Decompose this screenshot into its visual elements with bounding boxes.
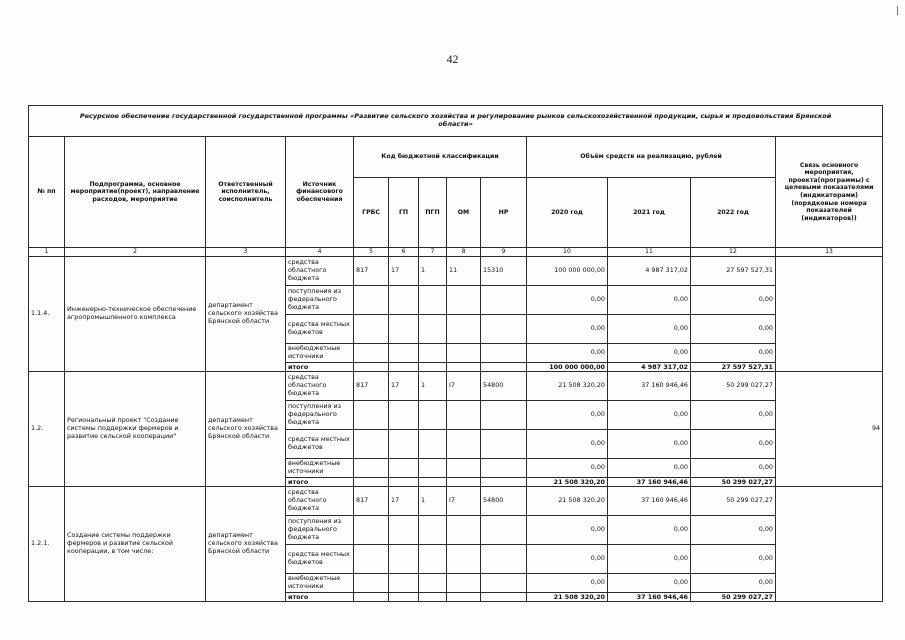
column-number: 10	[527, 248, 608, 257]
code-om	[447, 478, 481, 487]
column-number: 13	[776, 248, 883, 257]
amount-2021: 0,00	[608, 516, 691, 545]
funding-source: внебюджетные источники	[286, 344, 354, 363]
code-om	[447, 286, 481, 315]
amount-2021: 0,00	[608, 545, 691, 574]
code-grbs	[354, 574, 389, 593]
amount-2022: 0,00	[691, 545, 776, 574]
header-program: Подпрограмма, основное мероприятие(проект), направление расходов, мероприятие	[65, 137, 206, 248]
section-number: 1.2.	[29, 372, 65, 487]
funding-source: средства местных бюджетов	[286, 430, 354, 459]
column-number-row	[29, 248, 883, 257]
header-budget-code-group: Код бюджетной классификации	[354, 137, 527, 178]
code-grbs	[354, 478, 389, 487]
code-om: I7	[447, 372, 481, 401]
column-number: 1	[29, 248, 65, 257]
section-responsible: департамент сельского хозяйства Брянской области	[206, 257, 286, 372]
funding-source: итого	[286, 478, 354, 487]
amount-2022: 0,00	[691, 459, 776, 478]
amount-2020: 0,00	[527, 344, 608, 363]
amount-2020: 21 508 320,20	[527, 593, 608, 602]
code-nr	[481, 516, 527, 545]
header-volume-group: Объём средств на реализацию, рублей	[527, 137, 776, 178]
code-nr	[481, 430, 527, 459]
amount-2020: 100 000 000,00	[527, 363, 608, 372]
code-om	[447, 459, 481, 478]
amount-2022: 50 299 027,27	[691, 593, 776, 602]
funding-source: итого	[286, 593, 354, 602]
amount-2021: 37 160 946,46	[608, 487, 691, 516]
amount-2022: 27 597 527,31	[691, 257, 776, 286]
section-name: Региональный проект "Создание системы поддержки фермеров и развитие сельской кооперации"	[65, 372, 206, 487]
amount-2021: 0,00	[608, 401, 691, 430]
header-pgp: ПГП	[419, 178, 447, 248]
code-om: I7	[447, 487, 481, 516]
code-gp	[389, 344, 419, 363]
column-number: 11	[608, 248, 691, 257]
column-number: 4	[286, 248, 354, 257]
code-nr	[481, 344, 527, 363]
amount-2022: 0,00	[691, 401, 776, 430]
amount-2020: 100 000 000,00	[527, 257, 608, 286]
code-om	[447, 315, 481, 344]
column-number: 12	[691, 248, 776, 257]
code-grbs	[354, 344, 389, 363]
code-grbs: 817	[354, 257, 389, 286]
header-link: Связь основного мероприятия, проекта(программы) с целевыми показателями (индикаторами) (порядковые номера показателей (индикаторов))	[776, 137, 883, 248]
indicator-link: 94	[776, 372, 883, 487]
code-grbs	[354, 401, 389, 430]
column-number: 5	[354, 248, 389, 257]
code-nr	[481, 401, 527, 430]
column-number: 6	[389, 248, 419, 257]
column-number: 9	[481, 248, 527, 257]
amount-2020: 0,00	[527, 430, 608, 459]
code-gp	[389, 286, 419, 315]
code-pgp: 1	[419, 372, 447, 401]
header-2022: 2022 год	[691, 178, 776, 248]
code-grbs	[354, 430, 389, 459]
section-number: 1.1.4.	[29, 257, 65, 372]
table-row	[29, 487, 883, 516]
code-gp: 17	[389, 257, 419, 286]
funding-source: итого	[286, 363, 354, 372]
code-grbs	[354, 315, 389, 344]
amount-2022: 0,00	[691, 574, 776, 593]
code-pgp	[419, 593, 447, 602]
code-om: 11	[447, 257, 481, 286]
code-pgp	[419, 516, 447, 545]
funding-source: средства местных бюджетов	[286, 545, 354, 574]
section-responsible: департамент сельского хозяйства Брянской области	[206, 372, 286, 487]
amount-2020: 21 508 320,20	[527, 478, 608, 487]
code-om	[447, 363, 481, 372]
code-grbs: 817	[354, 372, 389, 401]
amount-2020: 21 508 320,20	[527, 487, 608, 516]
code-om	[447, 401, 481, 430]
code-pgp	[419, 315, 447, 344]
funding-source: средства областного бюджета	[286, 487, 354, 516]
code-pgp	[419, 286, 447, 315]
code-grbs	[354, 286, 389, 315]
table-row	[29, 257, 883, 286]
header-2020: 2020 год	[527, 178, 608, 248]
code-grbs	[354, 545, 389, 574]
amount-2020: 0,00	[527, 401, 608, 430]
section-responsible: департамент сельского хозяйства Брянской области	[206, 487, 286, 602]
code-pgp	[419, 545, 447, 574]
table-title: Ресурсное обеспечение государственной государственной программы «Развитие сельского хозяйства и регулирование рынков сельскохозяйственной продукции, сырья и продовольствия Брянской области»	[29, 106, 883, 137]
amount-2022: 50 299 027,27	[691, 487, 776, 516]
code-pgp	[419, 574, 447, 593]
header-grbs: ГРБС	[354, 178, 389, 248]
amount-2020: 0,00	[527, 545, 608, 574]
resource-table	[28, 105, 883, 602]
header-nr: НР	[481, 178, 527, 248]
code-gp	[389, 315, 419, 344]
amount-2021: 0,00	[608, 459, 691, 478]
amount-2020: 21 508 320,20	[527, 372, 608, 401]
amount-2022: 0,00	[691, 315, 776, 344]
code-nr	[481, 574, 527, 593]
header-num: № пп	[29, 137, 65, 248]
indicator-link	[776, 257, 883, 372]
code-gp	[389, 593, 419, 602]
header-om: ОМ	[447, 178, 481, 248]
code-pgp: 1	[419, 257, 447, 286]
header-2021: 2021 год	[608, 178, 691, 248]
code-gp	[389, 459, 419, 478]
amount-2020: 0,00	[527, 459, 608, 478]
amount-2021: 4 987 317,02	[608, 257, 691, 286]
code-gp	[389, 545, 419, 574]
amount-2021: 37 160 946,46	[608, 372, 691, 401]
column-number: 3	[206, 248, 286, 257]
section-name: Инженерно-техническое обеспечение агропромышленного комплекса	[65, 257, 206, 372]
funding-source: внебюджетные источники	[286, 459, 354, 478]
code-grbs: 817	[354, 487, 389, 516]
code-grbs	[354, 459, 389, 478]
funding-source: средства местных бюджетов	[286, 315, 354, 344]
code-nr	[481, 593, 527, 602]
code-pgp	[419, 344, 447, 363]
header-source: Источник финансового обеспечения	[286, 137, 354, 248]
amount-2021: 37 160 946,46	[608, 593, 691, 602]
code-om	[447, 344, 481, 363]
table-row	[29, 372, 883, 401]
code-gp	[389, 574, 419, 593]
funding-source: внебюджетные источники	[286, 574, 354, 593]
code-om	[447, 516, 481, 545]
amount-2021: 0,00	[608, 344, 691, 363]
amount-2020: 0,00	[527, 516, 608, 545]
code-pgp	[419, 459, 447, 478]
funding-source: поступления из федерального бюджета	[286, 401, 354, 430]
header-gp: ГП	[389, 178, 419, 248]
code-gp	[389, 478, 419, 487]
code-grbs	[354, 363, 389, 372]
code-gp	[389, 363, 419, 372]
amount-2021: 0,00	[608, 430, 691, 459]
code-nr	[481, 459, 527, 478]
column-number: 8	[447, 248, 481, 257]
amount-2022: 50 299 027,27	[691, 372, 776, 401]
page-number: 42	[446, 52, 459, 66]
funding-source: средства областного бюджета	[286, 257, 354, 286]
section-number: 1.2.1.	[29, 487, 65, 602]
code-grbs	[354, 516, 389, 545]
amount-2022: 0,00	[691, 430, 776, 459]
code-pgp	[419, 363, 447, 372]
code-om	[447, 593, 481, 602]
page-edge-mark	[897, 6, 898, 15]
code-nr	[481, 315, 527, 344]
code-nr	[481, 286, 527, 315]
amount-2022: 0,00	[691, 516, 776, 545]
code-om	[447, 545, 481, 574]
amount-2022: 0,00	[691, 344, 776, 363]
code-om	[447, 574, 481, 593]
amount-2022: 27 597 527,31	[691, 363, 776, 372]
amount-2021: 37 160 946,46	[608, 478, 691, 487]
code-grbs	[354, 593, 389, 602]
code-gp: 17	[389, 372, 419, 401]
code-nr: 15310	[481, 257, 527, 286]
amount-2020: 0,00	[527, 286, 608, 315]
code-gp	[389, 516, 419, 545]
code-nr: 54800	[481, 487, 527, 516]
code-gp: 17	[389, 487, 419, 516]
code-om	[447, 430, 481, 459]
code-pgp	[419, 401, 447, 430]
code-pgp	[419, 478, 447, 487]
code-pgp	[419, 430, 447, 459]
code-nr	[481, 545, 527, 574]
code-nr: 54800	[481, 372, 527, 401]
funding-source: средства областного бюджета	[286, 372, 354, 401]
amount-2022: 50 299 027,27	[691, 478, 776, 487]
code-nr	[481, 363, 527, 372]
amount-2022: 0,00	[691, 286, 776, 315]
amount-2021: 0,00	[608, 286, 691, 315]
amount-2021: 0,00	[608, 315, 691, 344]
column-number: 7	[419, 248, 447, 257]
code-gp	[389, 401, 419, 430]
section-name: Создание системы поддержки фермеров и развитие сельской кооперации, в том числе:	[65, 487, 206, 602]
code-gp	[389, 430, 419, 459]
amount-2021: 0,00	[608, 574, 691, 593]
column-number: 2	[65, 248, 206, 257]
amount-2020: 0,00	[527, 574, 608, 593]
funding-source: поступления из федерального бюджета	[286, 286, 354, 315]
amount-2021: 4 987 317,02	[608, 363, 691, 372]
code-pgp: 1	[419, 487, 447, 516]
funding-source: поступления из федерального бюджета	[286, 516, 354, 545]
indicator-link	[776, 487, 883, 602]
header-responsible: Ответственный исполнитель, соисполнитель	[206, 137, 286, 248]
code-nr	[481, 478, 527, 487]
amount-2020: 0,00	[527, 315, 608, 344]
